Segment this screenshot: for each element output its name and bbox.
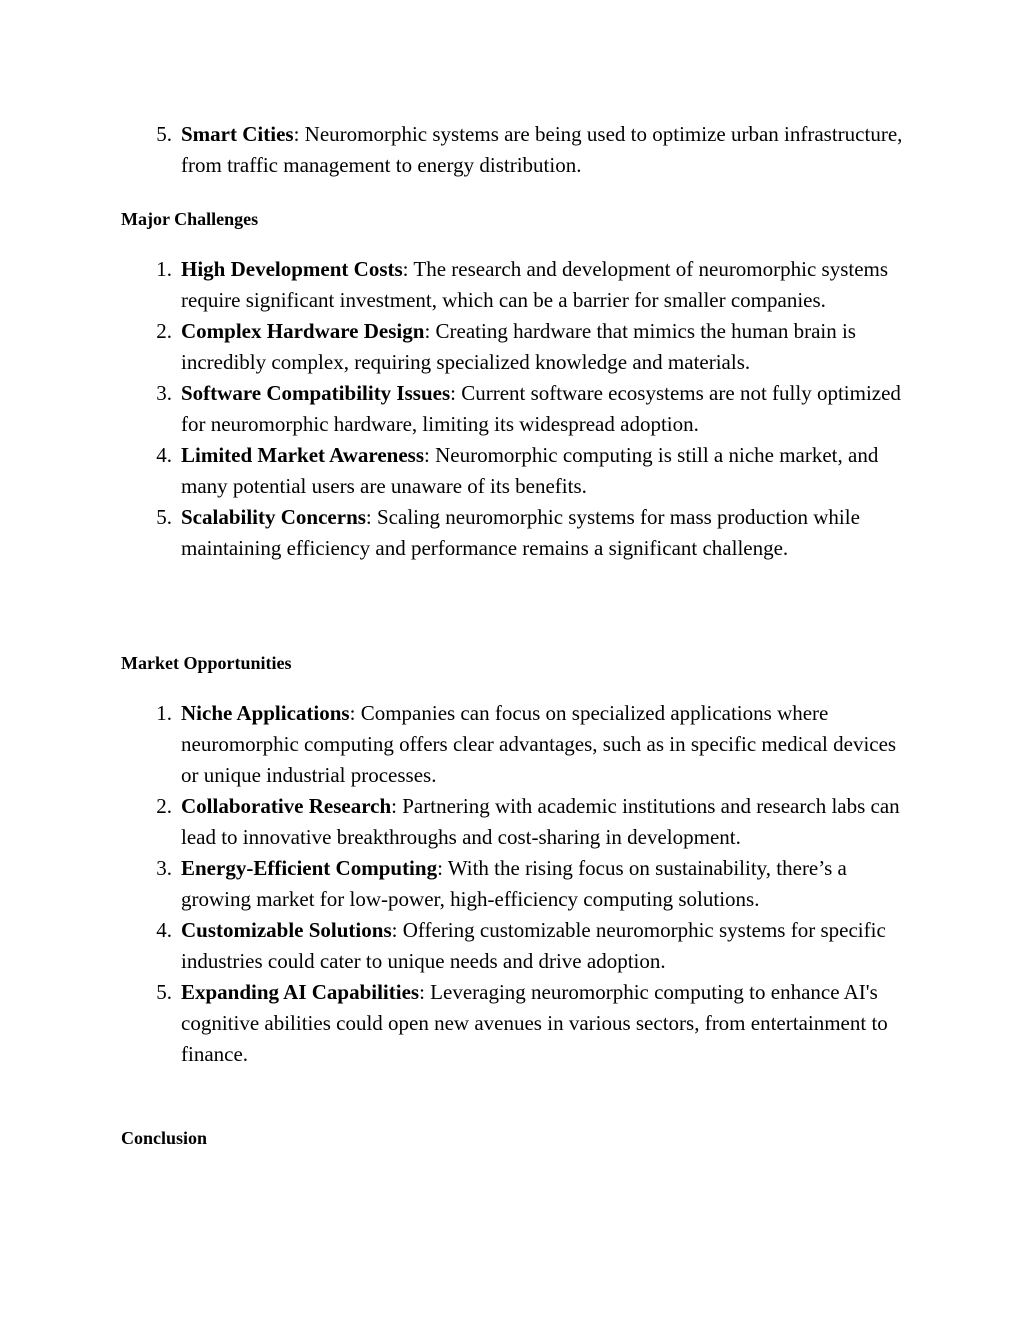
list-item-term: Smart Cities <box>181 122 294 146</box>
list-item-text: : The research and development of neuromorphic systems require significant investment, which can be a barrier for smaller companies. <box>181 257 889 312</box>
list-item-text: : Scaling neuromorphic systems for mass production while maintaining efficiency and performance remains a significant challenge. <box>181 505 860 560</box>
list-item-number: 2. <box>156 794 172 818</box>
list-item-number: 4. <box>156 443 172 467</box>
list-item-term: Limited Market Awareness <box>181 443 425 467</box>
opportunities-list <box>0 698 906 1070</box>
list-item-term: Niche Applications <box>181 701 350 725</box>
list-item-term: Scalability Concerns <box>181 505 366 529</box>
list-item-number: 3. <box>156 856 172 880</box>
list-item <box>0 378 906 440</box>
list-item <box>0 791 906 853</box>
list-item-number: 3. <box>156 381 172 405</box>
list-item-number: 5. <box>156 122 172 146</box>
list-item <box>0 502 906 564</box>
list-item-text: : Creating hardware that mimics the human brain is incredibly complex, requiring specialized knowledge and materials. <box>181 319 856 374</box>
list-item-term: Collaborative Research <box>181 794 392 818</box>
list-item-term: Complex Hardware Design <box>181 319 425 343</box>
list-item-number: 1. <box>156 701 172 725</box>
list-item <box>0 119 906 181</box>
list-item <box>0 698 906 791</box>
list-item-text: : Companies can focus on specialized applications where neuromorphic computing offers clear advantages, such as in specific medical devices or unique industrial processes. <box>181 701 897 787</box>
list-item <box>0 440 906 502</box>
list-item-text: : With the rising focus on sustainability, there’s a growing market for low-power, high-efficiency computing solutions. <box>181 856 847 911</box>
list-item-text: : Leveraging neuromorphic computing to enhance AI's cognitive abilities could open new avenues in various sectors, from entertainment to finance. <box>181 980 888 1066</box>
list-item-number: 1. <box>156 257 172 281</box>
list-item-term: Customizable Solutions <box>181 918 392 942</box>
list-item-number: 4. <box>156 918 172 942</box>
list-item <box>0 977 906 1070</box>
list-item-term: High Development Costs <box>181 257 403 281</box>
list-item-text: : Offering customizable neuromorphic systems for specific industries could cater to unique needs and drive adoption. <box>181 918 886 973</box>
section-heading-opportunities: Market Opportunities <box>121 653 292 673</box>
list-item <box>0 316 906 378</box>
list-item-text: : Current software ecosystems are not fully optimized for neuromorphic hardware, limiting its widespread adoption. <box>181 381 901 436</box>
list-item-term: Software Compatibility Issues <box>181 381 451 405</box>
list-item-number: 5. <box>156 505 172 529</box>
list-item-term: Expanding AI Capabilities <box>181 980 420 1004</box>
list-item-text: : Partnering with academic institutions and research labs can lead to innovative breakthroughs and cost-sharing in development. <box>181 794 900 849</box>
list-item-text: : Neuromorphic systems are being used to optimize urban infrastructure, from traffic management to energy distribution. <box>181 122 903 177</box>
section-heading-conclusion: Conclusion <box>121 1128 208 1148</box>
list-item-text: : Neuromorphic computing is still a niche market, and many potential users are unaware of its benefits. <box>181 443 879 498</box>
challenges-list <box>0 254 906 564</box>
list-item <box>0 853 906 915</box>
section-heading-challenges: Major Challenges <box>121 209 259 229</box>
list-item-term: Energy-Efficient Computing <box>181 856 438 880</box>
continued-list <box>0 119 906 181</box>
list-item-number: 2. <box>156 319 172 343</box>
list-item <box>0 254 906 316</box>
list-item <box>0 915 906 977</box>
list-item-number: 5. <box>156 980 172 1004</box>
